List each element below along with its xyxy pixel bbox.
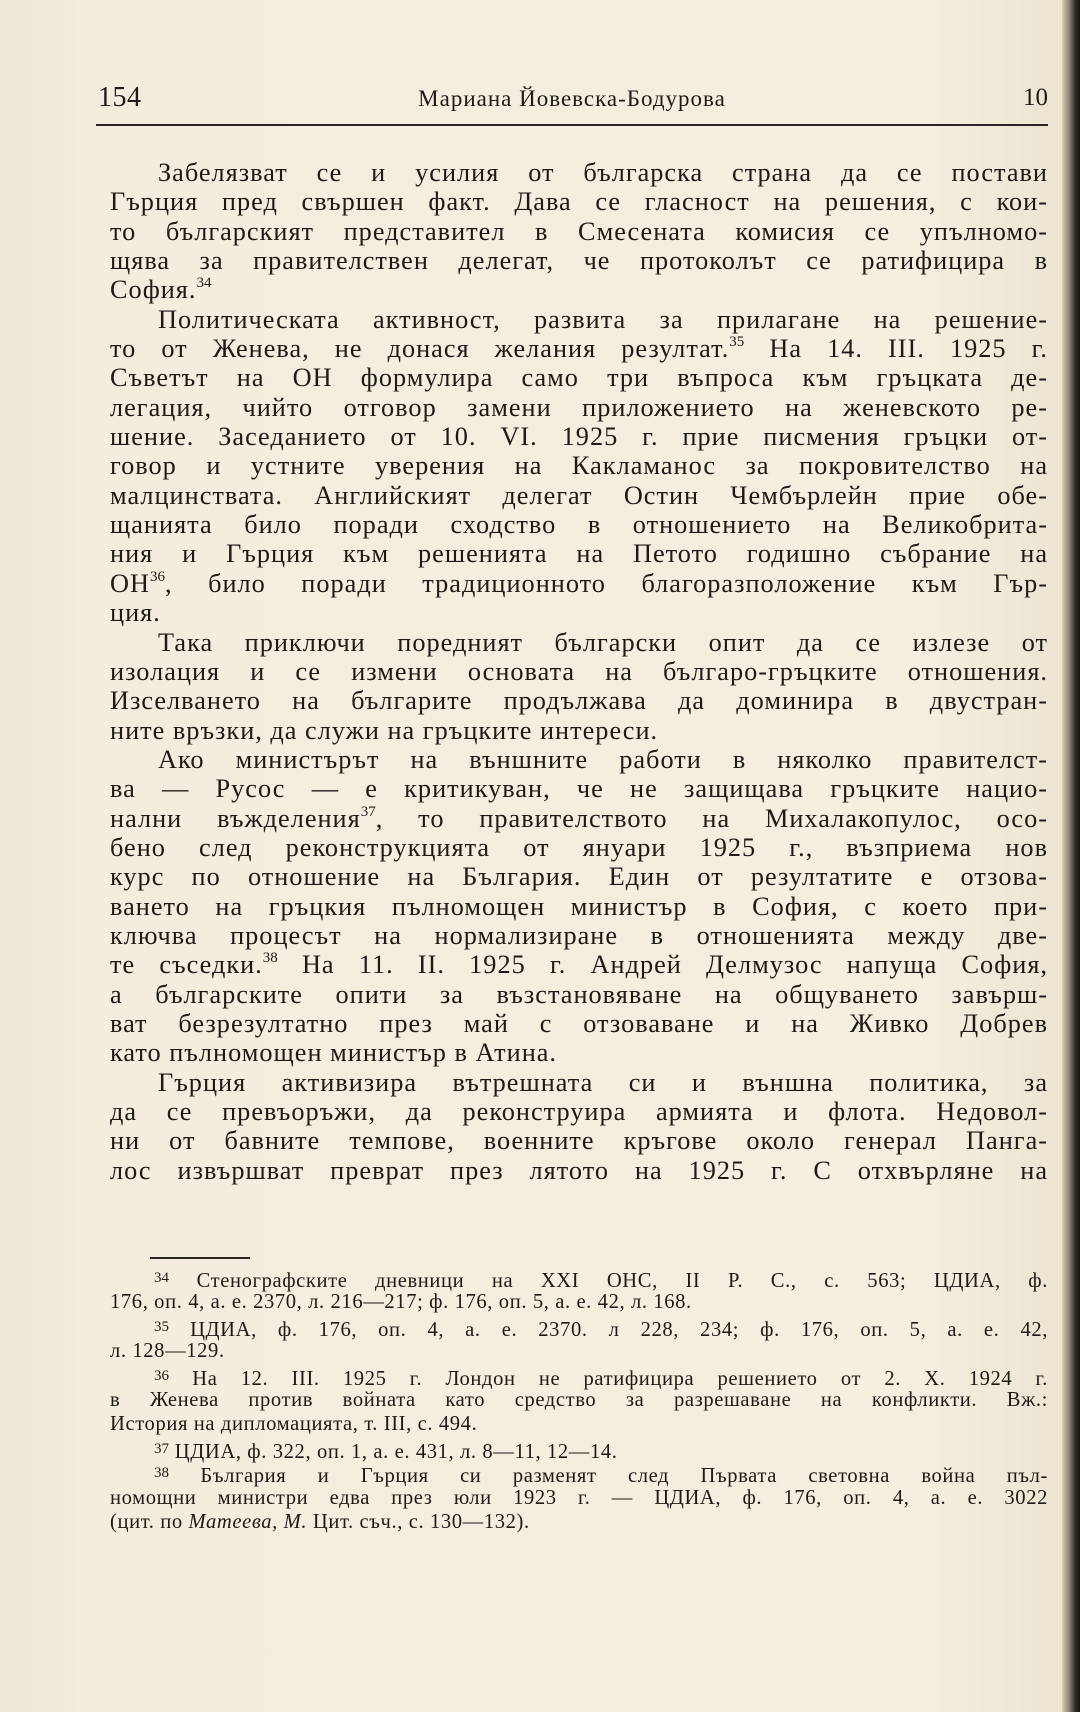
text-line: ни от бавните темпове, военните кръгове около генерал Панга-: [110, 1126, 1048, 1156]
footnote-line: [110, 1315, 1048, 1339]
text-line: ните връзки, да служи на гръцките интереси.: [110, 715, 659, 745]
text-line: Ако министърът на външните работи в няколко правителст-: [158, 744, 1048, 774]
paragraph: [110, 745, 1048, 1068]
footnote-text: Стенографските дневници на XXI ОНС, II Р. С., с. 563; ЦДИА, ф.: [196, 1270, 1048, 1292]
body-text: [110, 158, 1048, 1185]
paragraph: [110, 628, 1048, 745]
text-line: бено след реконструкцията от януари 1925 г., възприема нов: [110, 832, 1048, 862]
text-line: а българските опити за възстановяване на общуването завърш-: [110, 979, 1048, 1009]
text-line: ключва процесът на нормализиране в отношенията между две-: [110, 920, 1048, 950]
text-line: Изселването на българите продължава да доминира в двустран-: [110, 686, 1048, 716]
text-line: [110, 334, 1048, 363]
footnote-line: История на дипломацията, т. III, с. 494.: [110, 1413, 478, 1436]
text-line: да се превъоръжи, да реконструира армията и флота. Недовол-: [110, 1097, 1048, 1126]
footnote: [110, 1315, 1048, 1364]
footnote-ref: 37: [360, 803, 376, 820]
text-fragment: , било поради традиционното благоразположение към Гър-: [164, 568, 1048, 598]
text-fragment: те съседки.: [110, 950, 263, 980]
cited-author: Матеева, М.: [188, 1510, 308, 1533]
footnote-rule: [150, 1257, 250, 1259]
footnote: [110, 1364, 1048, 1437]
text-fragment: , то правителството на Михалакопулос, осо-: [375, 803, 1049, 833]
page-number: 154: [98, 82, 142, 113]
paragraph: [110, 1068, 1048, 1185]
text-line: малцинствата. Английският делегат Остин Чембърлейн прие обе-: [110, 480, 1048, 510]
page-header: [96, 82, 1048, 122]
footnote-text: ЦДИА, ф. 176, оп. 4, а. е. 2370. л 228, 234; ф. 176, оп. 5, а. е. 42,: [190, 1318, 1048, 1341]
footnote-number: 36: [154, 1367, 169, 1384]
footnote-ref: 34: [196, 275, 212, 292]
text-line: [110, 569, 1048, 598]
text-line: изолация и се измени основата на българо-гръцките отношения.: [110, 656, 1048, 686]
text-line: ва — Русос — е критикуван, че не защищава гръцките нацио-: [110, 774, 1048, 804]
footnote: [110, 1437, 1048, 1461]
text-line: лос извършват преврат през лятото на 1925 г. С отхвърляне на: [110, 1155, 1048, 1185]
text-line: [110, 950, 1048, 979]
paragraph: [110, 158, 1048, 305]
text-line: [110, 804, 1048, 833]
text-line: легация, чийто отговор замени приложението на женевското ре-: [110, 392, 1048, 422]
footnote-number: 34: [154, 1270, 169, 1286]
footnote-line: 176, оп. 4, а. е. 2370, л. 216—217; ф. 176, оп. 5, а. е. 42, л. 168.: [110, 1291, 692, 1314]
text-line: Забелязват се и усилия от българска страна да се постави: [158, 158, 1048, 187]
footnote-text: На 12. III. 1925 г. Лондон не ратифицира решението от 2. X. 1924 г.: [192, 1367, 1049, 1390]
text-fragment: нални въжделения: [110, 803, 361, 833]
text-line: курс по отношение на България. Един от резултатите е отзова-: [110, 862, 1048, 892]
text-line: Така приключи поредният български опит да се излезе от: [158, 627, 1048, 657]
text-line: щанията било поради сходство в отношението на Великобрита-: [110, 510, 1048, 540]
footnote-line: [110, 1266, 1048, 1290]
text-line: [110, 275, 1048, 304]
text-fragment: ОН: [110, 568, 150, 598]
footnote-number: 38: [154, 1465, 169, 1482]
footnote-line: л. 128—129.: [110, 1340, 225, 1363]
footnote: [110, 1461, 1048, 1534]
text-fragment: На 14. III. 1925 г.: [744, 334, 1048, 364]
footnote-line: [110, 1461, 1048, 1488]
text-line: щява за правителствен делегат, че протоколът се ратифицира в: [110, 246, 1048, 276]
footnote-text: ЦДИА, ф. 322, оп. 1, а. е. 431, л. 8—11, 12—14.: [174, 1440, 618, 1463]
header-rule: [96, 124, 1048, 126]
text-fragment: На 11. II. 1925 г. Андрей Делмузос напуща София,: [277, 950, 1048, 980]
text-line: ция.: [110, 598, 161, 628]
footnote-text: (цит. по: [110, 1510, 189, 1533]
footnote-text: Цит. съч., с. 130—132).: [307, 1510, 530, 1533]
footnote-ref: 38: [262, 950, 278, 967]
footnote-number: 35: [154, 1318, 169, 1335]
footnote-line: номощни министри едва през юли 1923 г. — ЦДИА, ф. 176, оп. 4, а. е. 3022: [110, 1486, 1048, 1509]
running-title: Мариана Йовевска-Бодурова: [418, 86, 726, 111]
text-line: говор и устните уверения на Какламанос за покровителство на: [110, 451, 1048, 481]
footnote-line: [110, 1437, 1048, 1461]
footnote: [110, 1266, 1048, 1315]
text-line: като пълномощен министър в Атина.: [110, 1038, 558, 1068]
text-line: ния и Гърция към решенията на Петото годишно събрание на: [110, 539, 1048, 569]
text-line: то българският представител в Смесената комисия се упълномо-: [110, 216, 1048, 246]
footnote-line: в Женева против войната като средство за разрешаване на конфликти. Вж.:: [110, 1388, 1048, 1411]
text-fragment: то от Женева, не донася желания резултат.: [110, 334, 730, 364]
footnote-ref: 35: [729, 334, 745, 351]
text-line: Гърция активизира вътрешната си и външна политика, за: [158, 1067, 1048, 1097]
text-line: шение. Заседанието от 10. VI. 1925 г. прие писмения гръцки от-: [110, 422, 1048, 452]
text-line: Съветът на ОН формулира само три въпроса към гръцката де-: [110, 363, 1048, 393]
footnote-number: 37: [154, 1440, 169, 1457]
footnote-line: [110, 1364, 1048, 1388]
footnotes: [110, 1266, 1048, 1534]
footnote-line: [110, 1510, 1048, 1534]
footnote-text: България и Гърция си разменят след Първата световна война пъл-: [200, 1465, 1048, 1488]
text-line: ват безрезултатно през май с отзоваване и на Живко Добрев: [110, 1008, 1048, 1038]
text-line: ването на гръцкия пълномощен министър в София, с което при-: [110, 891, 1048, 921]
book-spine-shadow: [1062, 0, 1080, 1712]
chapter-number: 10: [1023, 84, 1048, 111]
text-fragment: София.: [110, 275, 197, 305]
text-line: Политическата активност, развита за прилагане на решение-: [158, 304, 1048, 334]
footnote-ref: 36: [149, 568, 165, 585]
paragraph: [110, 305, 1048, 628]
text-line: Гърция пред свършен факт. Дава се гласност на решения, с кои-: [110, 187, 1048, 217]
